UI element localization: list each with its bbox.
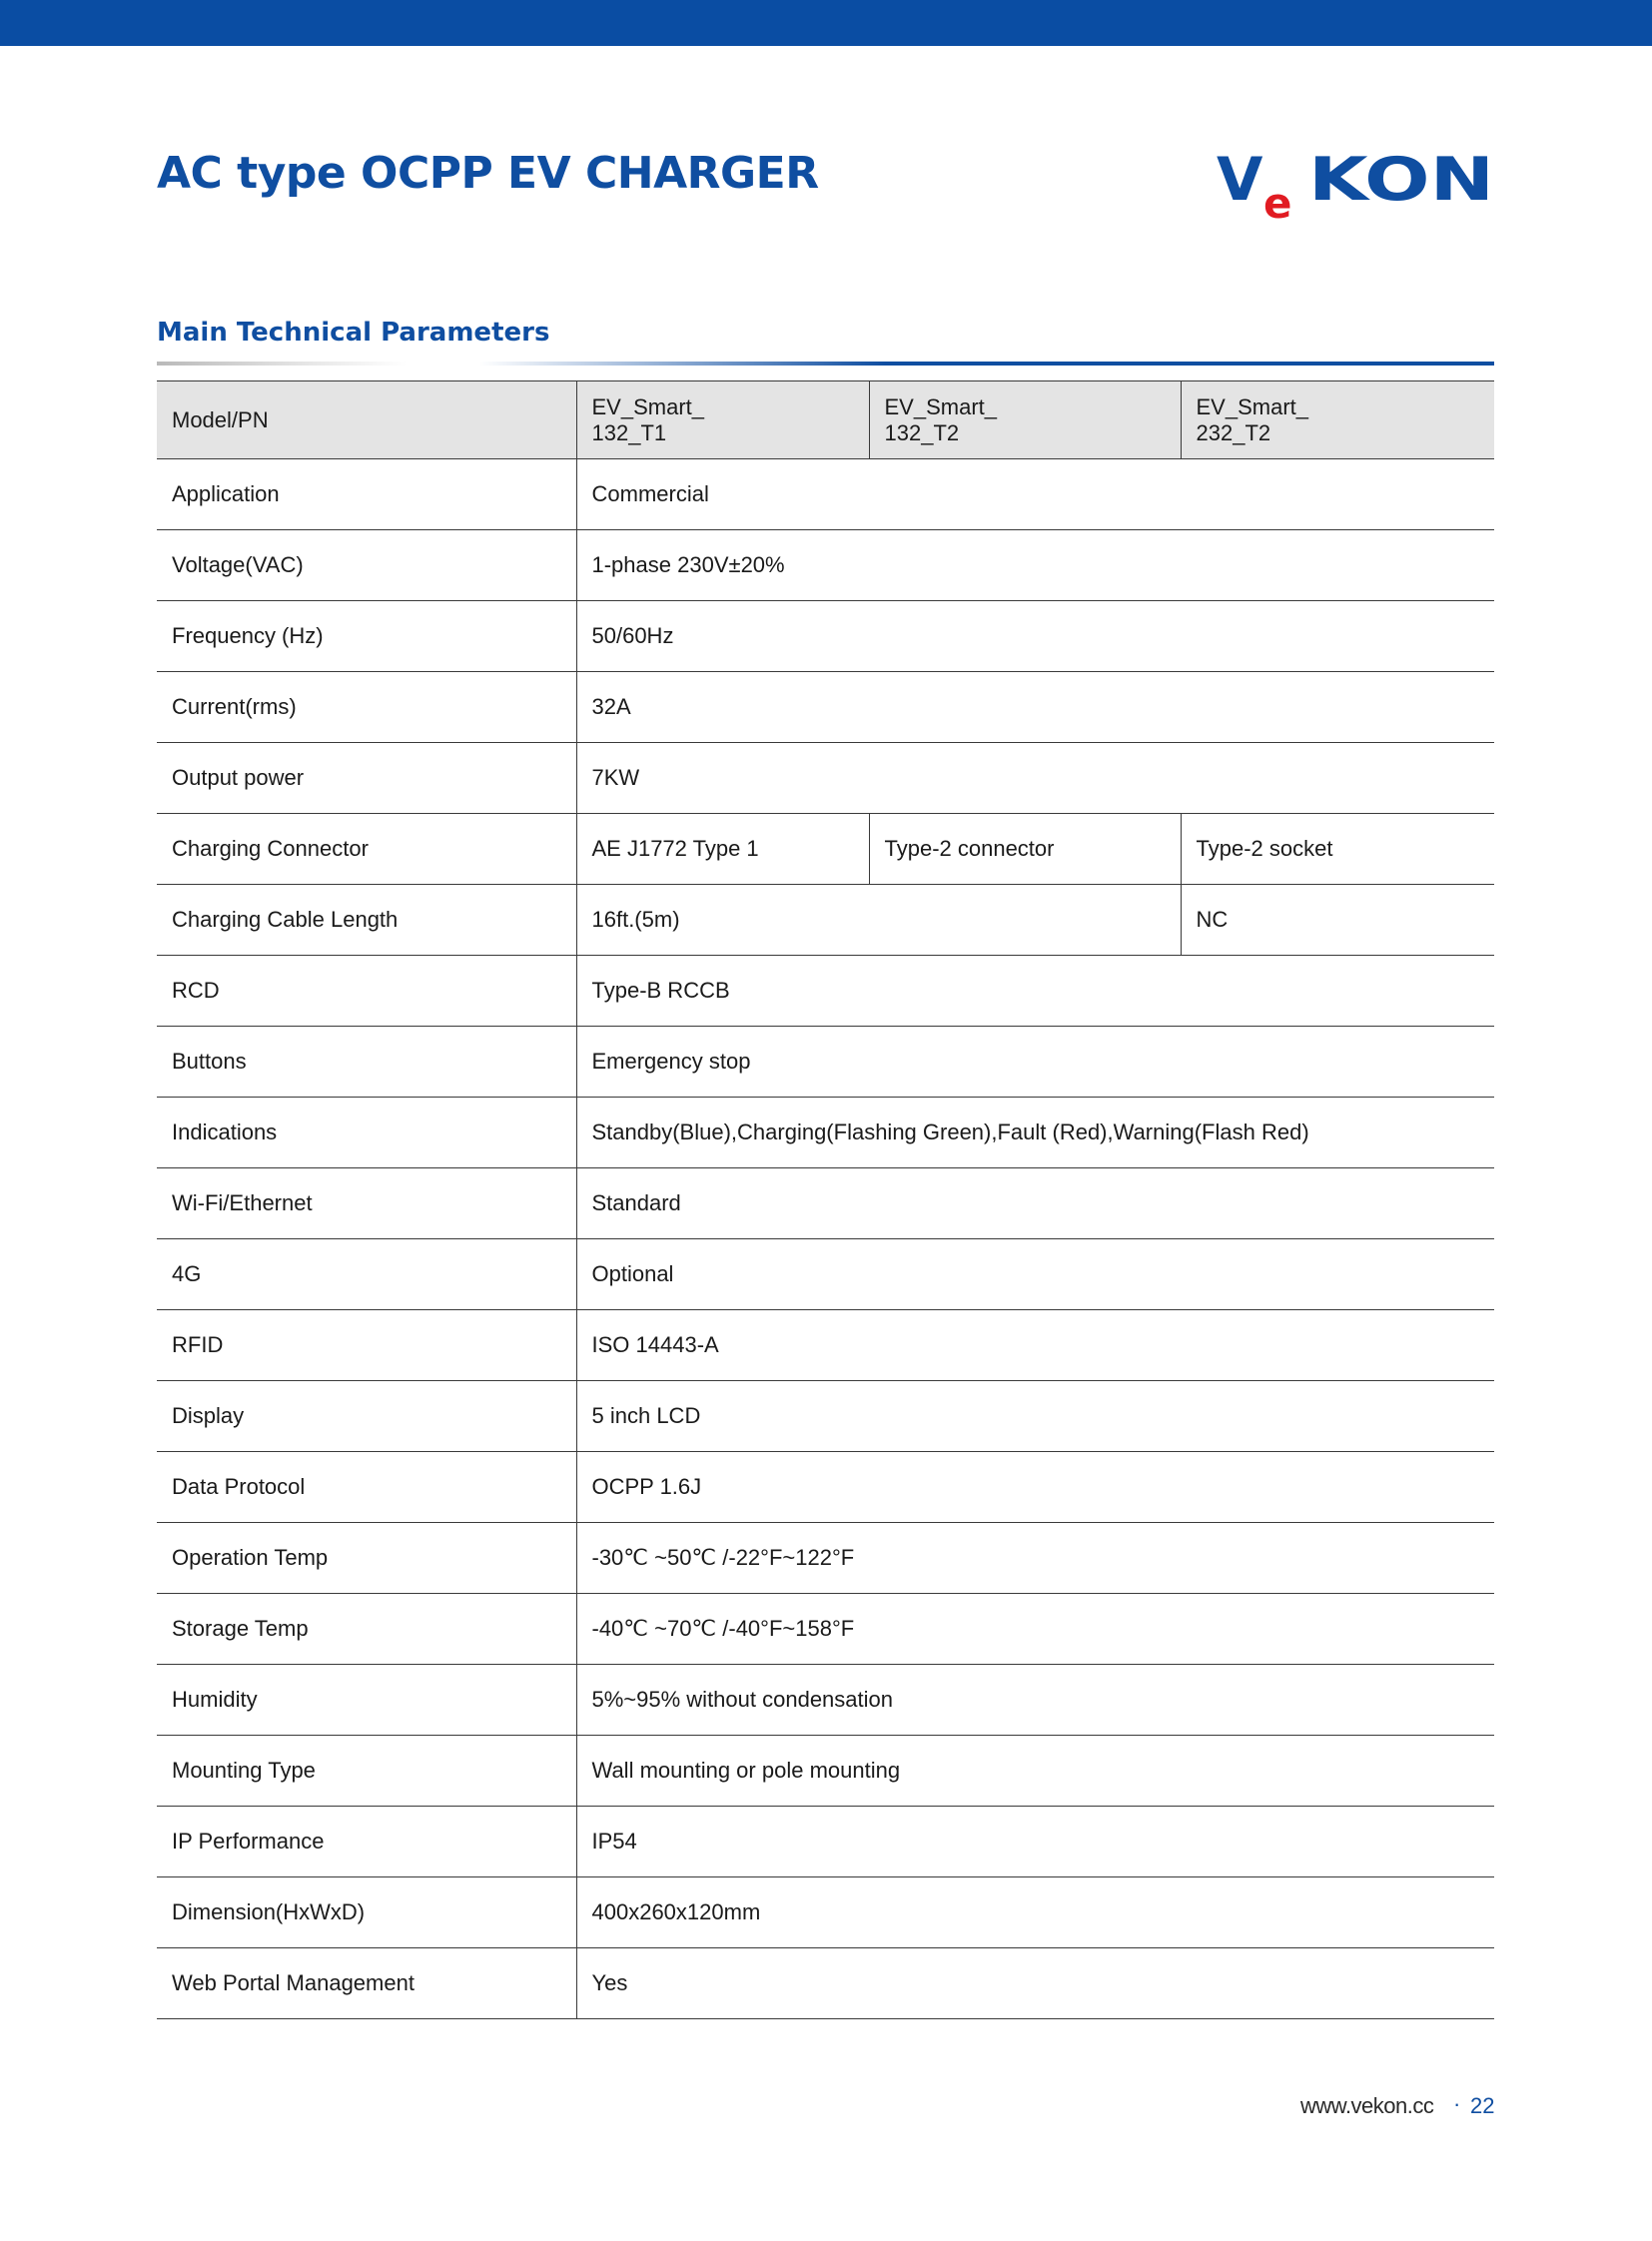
section-divider (479, 362, 1494, 366)
vekon-logo (1217, 148, 1494, 222)
param-label-cell: RCD (157, 956, 576, 1027)
param-label-cell: Web Portal Management (157, 1948, 576, 2019)
param-label-cell: RFID (157, 1310, 576, 1381)
model-header-cell (1181, 381, 1494, 459)
top-color-bar (0, 0, 1652, 46)
table-row (157, 956, 1494, 1027)
param-label-cell: Operation Temp (157, 1523, 576, 1594)
table-row (157, 1239, 1494, 1310)
footer-separator: · (1453, 2091, 1461, 2116)
param-value-cell: Standard (576, 1168, 1494, 1239)
param-label-cell: Application (157, 459, 576, 530)
table-row (157, 1665, 1494, 1736)
param-label-cell: Humidity (157, 1665, 576, 1736)
svg-text:V: V (1217, 148, 1263, 215)
param-label-cell: Buttons (157, 1027, 576, 1098)
page-number: 22 (1470, 2093, 1495, 2118)
param-value-cell: OCPP 1.6J (576, 1452, 1494, 1523)
model-name: EV_Smart_ 232_T2 (1196, 393, 1308, 445)
table-row (157, 1523, 1494, 1594)
param-label-cell: Dimension(HxWxD) (157, 1877, 576, 1948)
param-label-cell: Display (157, 1381, 576, 1452)
svg-text:KON: KON (1308, 148, 1494, 215)
param-value-cell: AE J1772 Type 1 (576, 814, 869, 885)
model-header-cell (576, 381, 869, 459)
param-value-cell: -40℃ ~70℃ /-40°F~158°F (576, 1594, 1494, 1665)
param-label-cell: Charging Connector (157, 814, 576, 885)
param-label-cell: Indications (157, 1098, 576, 1168)
param-value-cell: 7KW (576, 743, 1494, 814)
table-row (157, 1381, 1494, 1452)
table-row (157, 814, 1494, 885)
param-label-cell: Data Protocol (157, 1452, 576, 1523)
param-value-cell: Optional (576, 1239, 1494, 1310)
param-label-cell: Output power (157, 743, 576, 814)
table-row (157, 1948, 1494, 2019)
param-label-cell: Voltage(VAC) (157, 530, 576, 601)
param-value-cell: -30℃ ~50℃ /-22°F~122°F (576, 1523, 1494, 1594)
table-row (157, 1168, 1494, 1239)
param-label-cell: 4G (157, 1239, 576, 1310)
table-row (157, 1098, 1494, 1168)
table-header-row (157, 381, 1494, 459)
table-row (157, 1736, 1494, 1807)
param-value-cell: Emergency stop (576, 1027, 1494, 1098)
param-value-cell: NC (1181, 885, 1494, 956)
table-row (157, 530, 1494, 601)
param-label-cell: Current(rms) (157, 672, 576, 743)
technical-parameters-table (157, 380, 1494, 2019)
section-title: Main Technical Parameters (157, 318, 550, 348)
page-title: AC type OCPP EV CHARGER (157, 148, 819, 199)
table-row (157, 1877, 1494, 1948)
param-value-cell: IP54 (576, 1807, 1494, 1877)
param-value-cell: Standby(Blue),Charging(Flashing Green),Fault (Red),Warning(Flash Red) (576, 1098, 1494, 1168)
table-row (157, 743, 1494, 814)
table-row (157, 601, 1494, 672)
table-row (157, 459, 1494, 530)
param-label-cell: Frequency (Hz) (157, 601, 576, 672)
param-label-cell: IP Performance (157, 1807, 576, 1877)
param-label-cell: Wi-Fi/Ethernet (157, 1168, 576, 1239)
param-value-cell: Type-2 connector (869, 814, 1181, 885)
param-value-cell: Type-2 socket (1181, 814, 1494, 885)
param-label-cell: Storage Temp (157, 1594, 576, 1665)
model-name: EV_Smart_ 132_T1 (591, 393, 704, 445)
param-value-cell: 400x260x120mm (576, 1877, 1494, 1948)
param-value-cell: 16ft.(5m) (576, 885, 1181, 956)
param-value-cell: 1-phase 230V±20% (576, 530, 1494, 601)
param-label-cell: Charging Cable Length (157, 885, 576, 956)
param-value-cell: Commercial (576, 459, 1494, 530)
table-row (157, 672, 1494, 743)
footer-url[interactable]: www.vekon.cc (1300, 2093, 1434, 2118)
param-label-cell: Mounting Type (157, 1736, 576, 1807)
param-value-cell: 32A (576, 672, 1494, 743)
model-name: EV_Smart_ 132_T2 (884, 393, 997, 445)
svg-text:e: e (1263, 179, 1292, 222)
param-value-cell: 50/60Hz (576, 601, 1494, 672)
param-value-cell: Wall mounting or pole mounting (576, 1736, 1494, 1807)
table-row (157, 1452, 1494, 1523)
param-value-cell: 5 inch LCD (576, 1381, 1494, 1452)
param-value-cell: Yes (576, 1948, 1494, 2019)
table-row (157, 885, 1494, 956)
table-row (157, 1027, 1494, 1098)
section-divider-left (157, 362, 407, 366)
table-row (157, 1310, 1494, 1381)
header-label-cell: Model/PN (157, 381, 576, 459)
param-value-cell: Type-B RCCB (576, 956, 1494, 1027)
param-value-cell: ISO 14443-A (576, 1310, 1494, 1381)
table-row (157, 1807, 1494, 1877)
table-row (157, 1594, 1494, 1665)
param-value-cell: 5%~95% without condensation (576, 1665, 1494, 1736)
model-header-cell (869, 381, 1181, 459)
